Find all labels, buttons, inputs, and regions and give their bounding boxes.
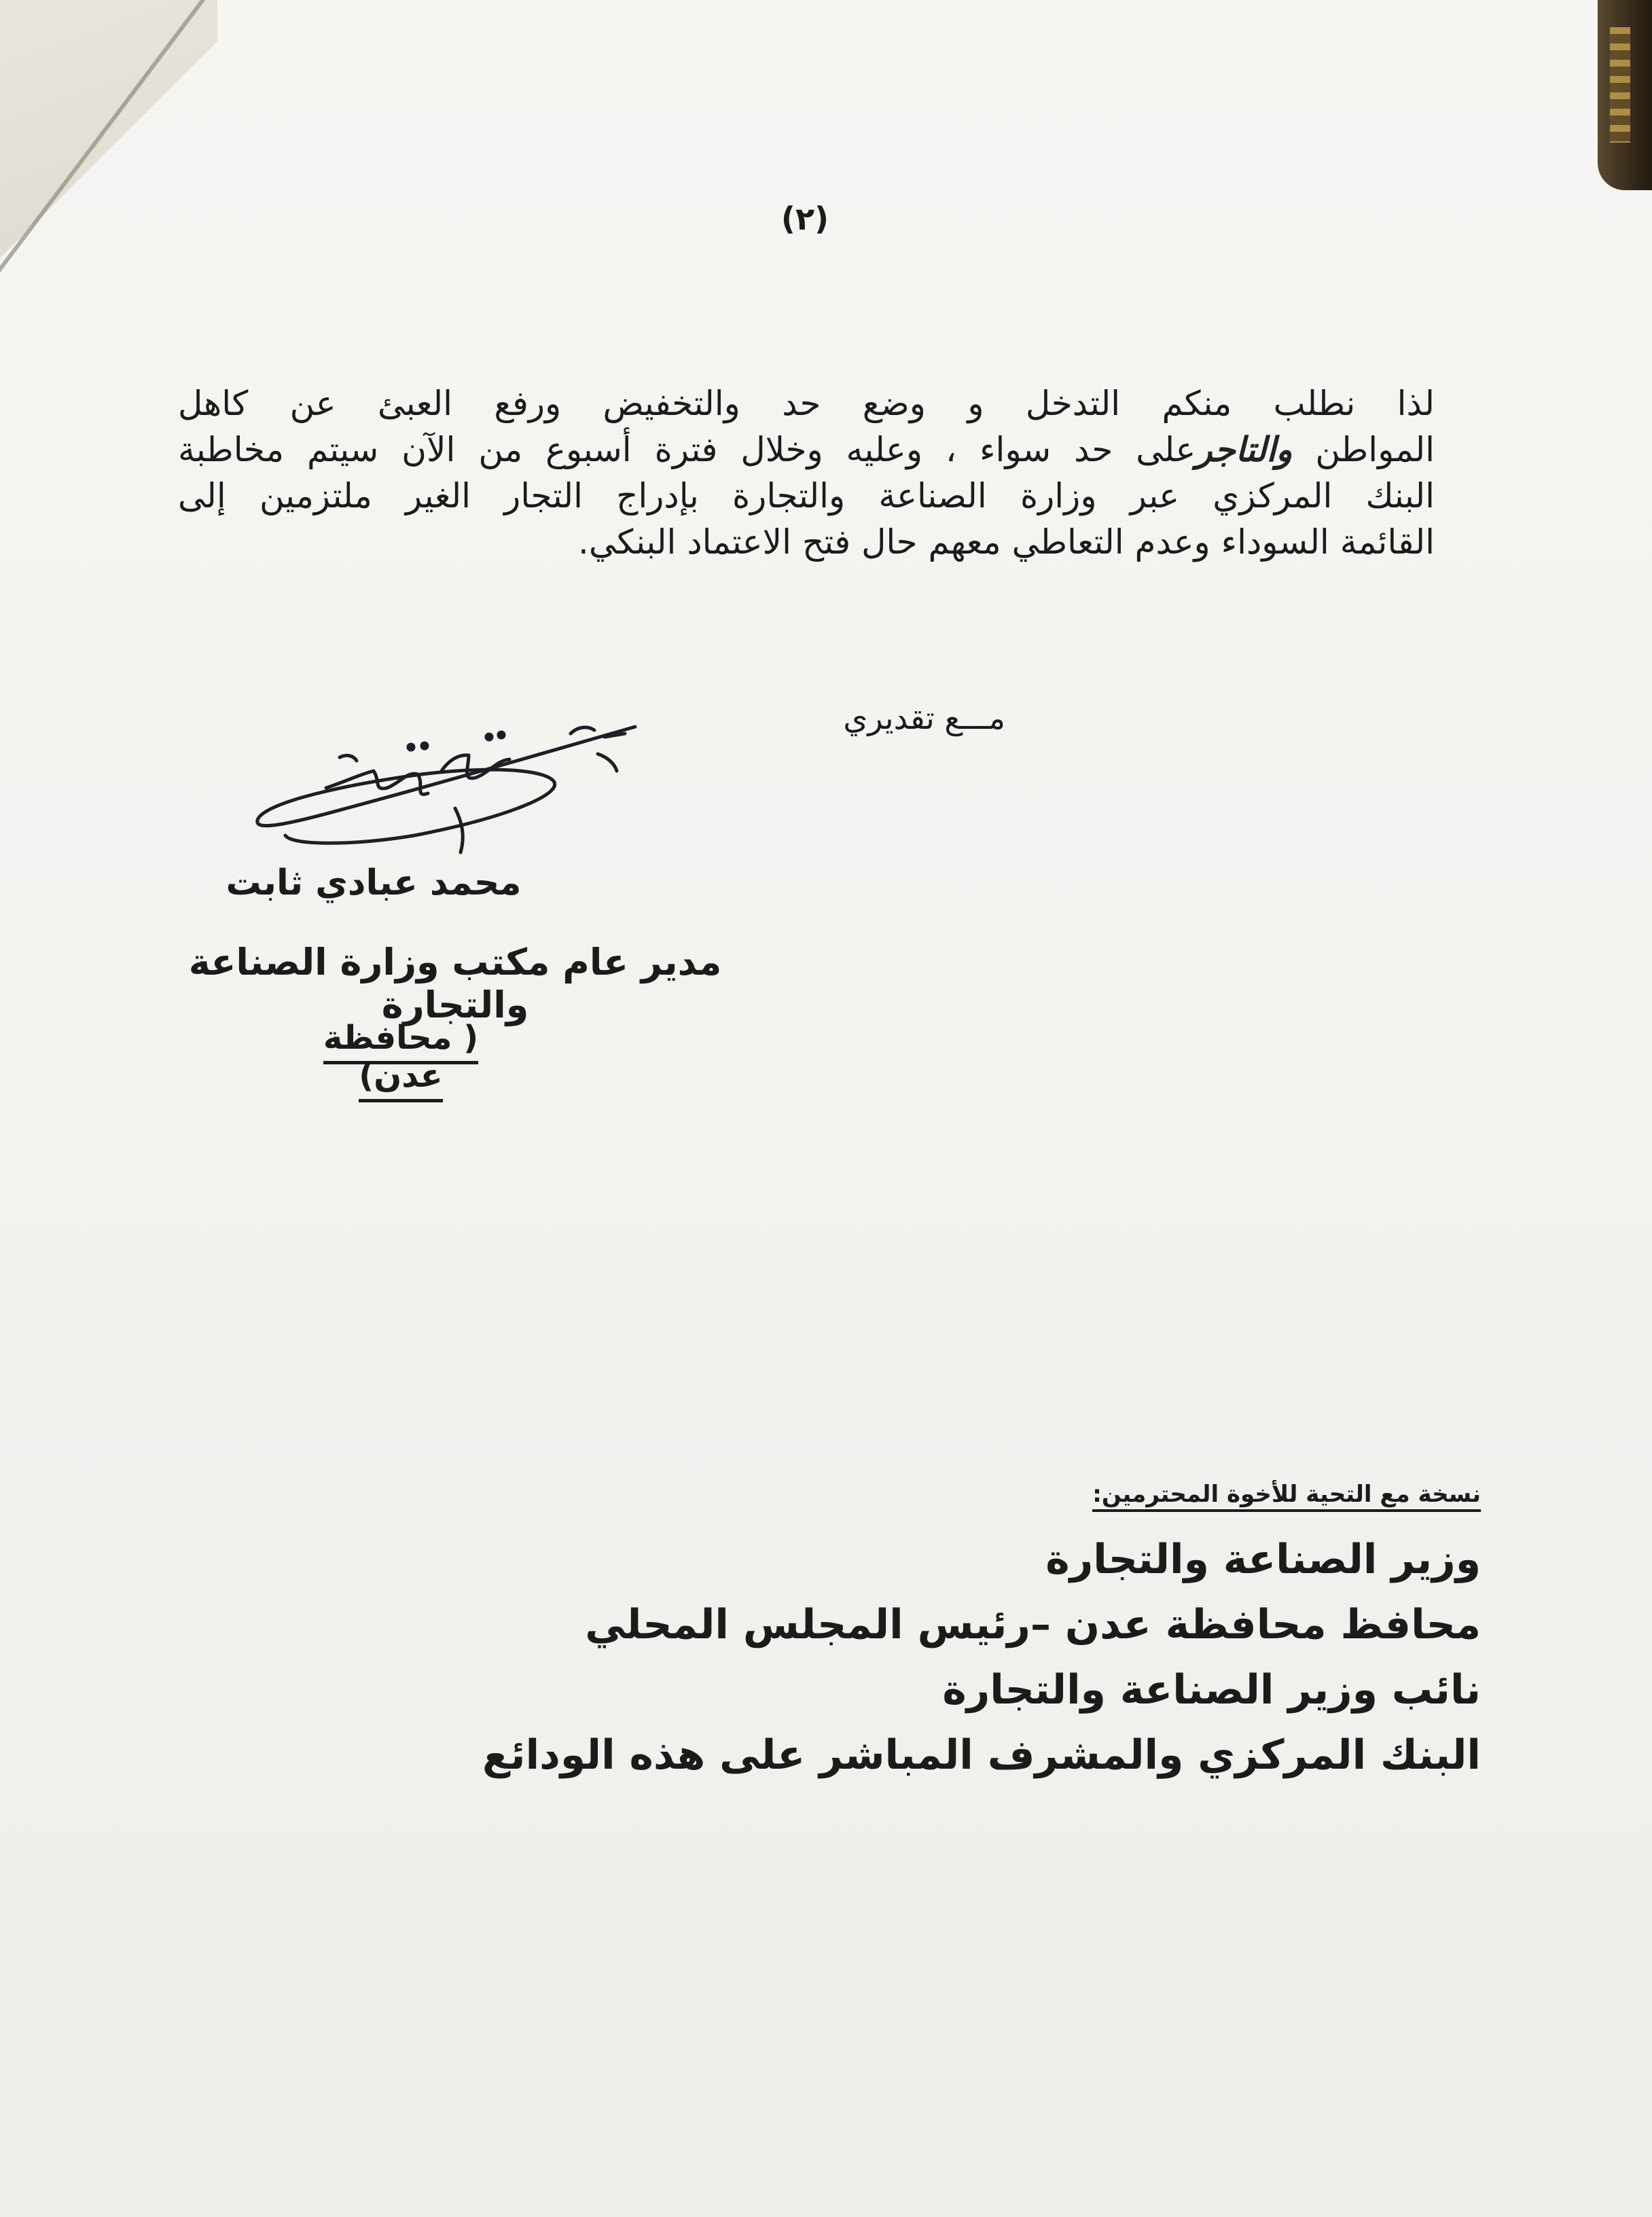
cc-recipient: نائب وزير الصناعة والتجارة <box>942 1666 1481 1714</box>
signer-office-text: ( محافظة عدن) <box>323 1019 478 1102</box>
body-line-4: القائمة السوداء وعدم التعاطي معهم حال فتح الاعتماد البنكي. <box>577 522 1435 562</box>
background-object <box>1598 0 1652 190</box>
handwritten-insertion: والتاجر <box>1196 429 1293 469</box>
cc-recipient-list <box>475 1527 1481 1788</box>
body-line-3: البنك المركزي عبر وزارة الصناعة والتجارة بإدراج التجار الغير ملتزمين إلى <box>178 476 1435 516</box>
body-paragraph <box>178 380 1435 565</box>
cc-header <box>924 1481 1481 1508</box>
body-line-2 <box>178 427 1435 473</box>
body-line-2-rest: على حد سواء ، وعليه وخلال فترة أسبوع من الآن سيتم مخاطبة <box>178 430 1196 469</box>
signer-title: مدير عام مكتب وزارة الصناعة والتجارة <box>188 941 722 1026</box>
handwritten-signature <box>245 706 666 883</box>
body-line-2-prefix: المواطن <box>1315 430 1435 469</box>
closing-regards: مـــع تقديري <box>843 700 1005 736</box>
cc-header-text: نسخة مع التحية للأخوة المحترمين: <box>1092 1481 1481 1512</box>
body-line-1: لذا نطلب منكم التدخل و وضع حد والتخفيض ورفع العبئ عن كاهل <box>178 384 1435 423</box>
page-number: (٢) <box>780 200 829 237</box>
underlying-sheet-corner <box>0 0 217 285</box>
cc-recipient: وزير الصناعة والتجارة <box>1045 1536 1481 1583</box>
signer-office <box>285 1019 516 1095</box>
cc-recipient: البنك المركزي والمشرف المباشر على هذه الودائع <box>482 1731 1481 1779</box>
signer-name: محمد عبادي ثابت <box>226 863 522 903</box>
cc-recipient: محافظ محافظة عدن –رئيس المجلس المحلي <box>585 1601 1481 1648</box>
